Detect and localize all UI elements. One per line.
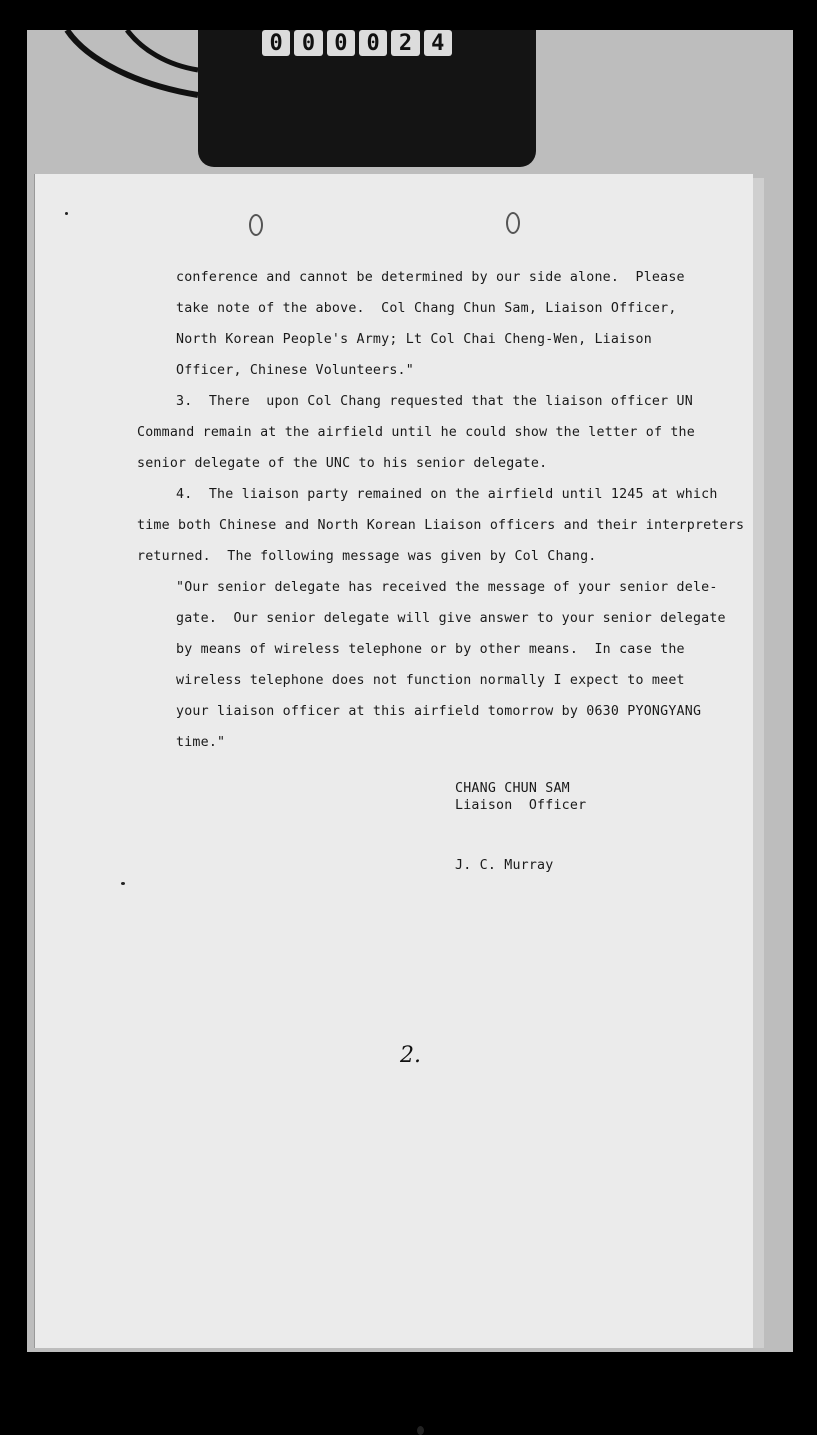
text-line: conference and cannot be determined by our side alone. Please [176, 270, 685, 285]
speck [65, 212, 68, 215]
speck [121, 882, 125, 885]
frame-counter-display [262, 30, 452, 56]
text-line: time." [176, 735, 226, 750]
speck [417, 1426, 424, 1435]
counter-digit: 0 [262, 30, 290, 56]
page-stack-edge [752, 178, 764, 1348]
text-line: returned. The following message was given by Col Chang. [137, 549, 597, 564]
text-line: North Korean People's Army; Lt Col Chai Cheng-Wen, Liaison [176, 332, 652, 347]
page-number: 2. [400, 1043, 421, 1068]
text-line: wireless telephone does not function normally I expect to meet [176, 673, 685, 688]
text-line: senior delegate of the UNC to his senior delegate. [137, 456, 548, 471]
counter-digit: 0 [294, 30, 322, 56]
punch-hole [249, 214, 263, 236]
signatory-name: CHANG CHUN SAM [455, 781, 570, 796]
text-line: 3. There upon Col Chang requested that the liaison officer UN [176, 394, 693, 409]
cable-graphic [27, 30, 227, 150]
text-line: take note of the above. Col Chang Chun Sam, Liaison Officer, [176, 301, 677, 316]
counter-digit: 0 [359, 30, 387, 56]
text-line: time both Chinese and North Korean Liaison officers and their interpreters [137, 518, 745, 533]
text-line: "Our senior delegate has received the message of your senior dele- [176, 580, 718, 595]
text-line: your liaison officer at this airfield tomorrow by 0630 PYONGYANG [176, 704, 702, 719]
text-line: gate. Our senior delegate will give answer to your senior delegate [176, 611, 726, 626]
counter-digit: 0 [327, 30, 355, 56]
counter-digit: 4 [424, 30, 452, 56]
text-line: Command remain at the airfield until he could show the letter of the [137, 425, 695, 440]
signatory-title: Liaison Officer [455, 798, 587, 813]
counter-digit: 2 [391, 30, 419, 56]
text-line: 4. The liaison party remained on the airfield until 1245 at which [176, 487, 718, 502]
document-page [34, 174, 753, 1348]
text-line: Officer, Chinese Volunteers." [176, 363, 414, 378]
text-line: by means of wireless telephone or by other means. In case the [176, 642, 685, 657]
punch-hole [506, 212, 520, 234]
witness-name: J. C. Murray [455, 858, 554, 873]
